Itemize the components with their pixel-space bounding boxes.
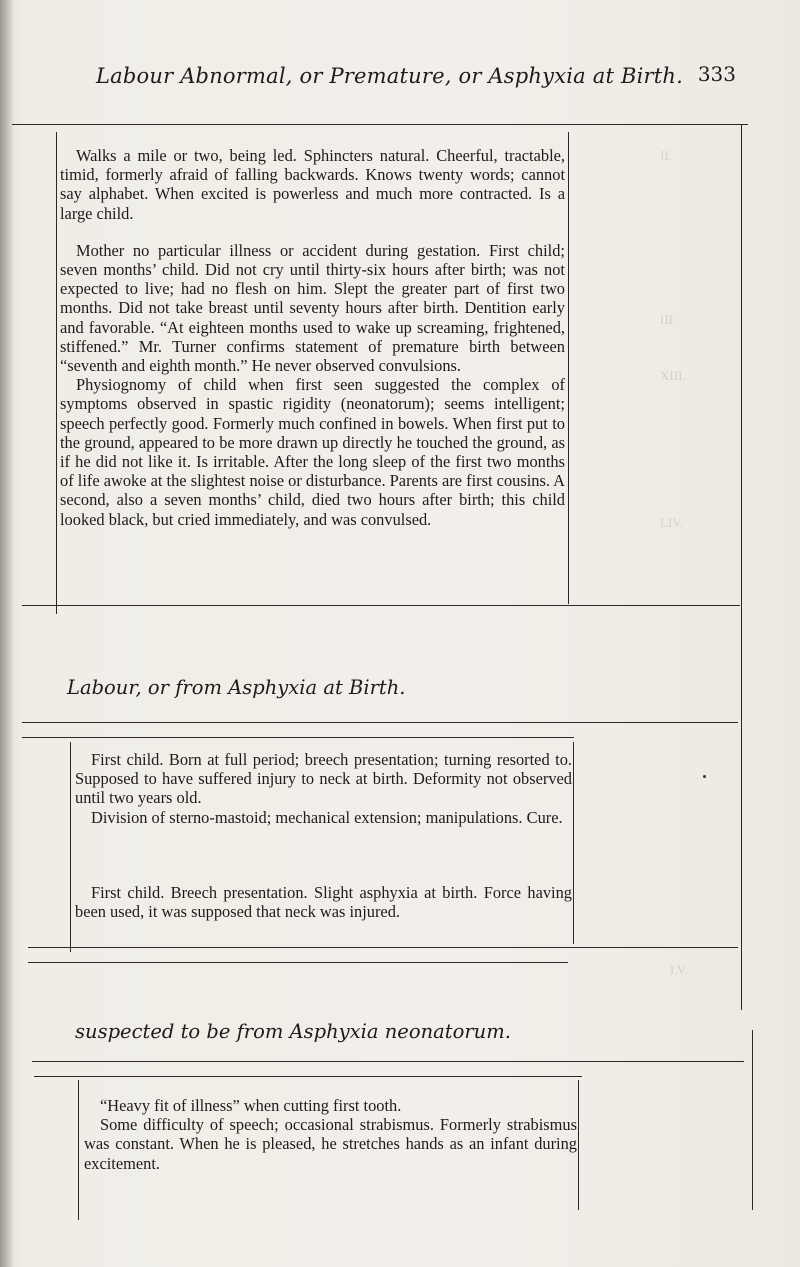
bleed-through: II.: [660, 148, 672, 163]
section-rule-inner: [28, 962, 568, 963]
section-rule: [32, 1061, 744, 1062]
case-paragraph: “Heavy fit of illness” when cutting first tooth.: [100, 1096, 402, 1115]
column-rule-right: [568, 132, 569, 604]
table-rule-right: [741, 124, 742, 1010]
case-paragraph: Some difficulty of speech; occasional strabismus. Formerly strabismus was constant. When he is pleased, he stretches hands as an infant during excitement.: [84, 1115, 577, 1173]
column-rule-left: [70, 742, 71, 952]
page-number: 333: [697, 62, 736, 86]
case-paragraph: First child. Born at full period; breech presentation; turning resorted to. Supposed to have suffered injury to neck at birth. Deformity not observed until two years old.: [75, 750, 572, 808]
column-rule-left: [56, 132, 57, 614]
section-rule: [22, 722, 738, 723]
running-title: Labour Abnormal, or Premature, or Asphyxia at Birth.: [96, 64, 684, 88]
section-rule: [28, 947, 738, 948]
case-paragraph: First child. Breech presentation. Slight asphyxia at birth. Force having been used, it was supposed that neck was injured.: [75, 882, 572, 922]
bleed-through: LIV.: [660, 515, 684, 530]
case-notes-block-1: [60, 146, 565, 529]
section-heading-asphyxia-neonatorum: suspected to be from Asphyxia neonatorum.: [75, 1020, 511, 1043]
column-rule-left: [78, 1080, 79, 1220]
table-rule-right: [752, 1030, 753, 1210]
section-rule-inner: [22, 737, 574, 738]
bleed-through: LV.: [670, 962, 688, 977]
case-paragraph: Walks a mile or two, being led. Sphincters natural. Cheerful, tractable, timid, formerly afraid of falling backwards. Knows twenty words; cannot say alphabet. When excited is powerless and much more contracted. Is a large child.: [60, 146, 565, 223]
ink-speck: [703, 775, 706, 778]
bleed-through: III.: [660, 312, 677, 327]
bleed-through: XIII.: [660, 368, 686, 383]
case-notes-block-2: [75, 750, 572, 921]
section-rule-inner: [34, 1076, 582, 1077]
column-rule-right: [573, 742, 574, 944]
section-heading-asphyxia-at-birth: Labour, or from Asphyxia at Birth.: [67, 676, 406, 699]
case-notes-block-3: [84, 1096, 577, 1173]
case-paragraph: Mother no particular illness or accident during gestation. First child; seven months’ child. Did not cry until thirty-six hours after birth; was not expected to live; had no flesh on him. Slept the greater part of first two months. Did not take breast until seventy hours after birth. Dentition early and favorable. “At eighteen months used to wake up screaming, frightened, stiffened.” Mr. Turner confirms statement of premature birth between “seventh and eighth month.” He never observed convulsions.: [60, 240, 565, 376]
table-rule-top: [12, 124, 748, 125]
section-rule: [22, 605, 740, 606]
column-rule-right: [578, 1080, 579, 1210]
gutter-shadow: [0, 0, 14, 1267]
case-paragraph: Physiognomy of child when first seen suggested the complex of symptoms observed in spastic rigidity (neonatorum); seems intelligent; speech perfectly good. Formerly much confined in bowels. When first put to the ground, appeared to be more drawn up directly he touched the ground, as if he did not like it. Is irritable. After the long sleep of the first two months of life awoke at the slightest noise or disturbance. Parents are first cousins. A second, also a seven months’ child, died two hours after birth; this child looked black, but cried immediately, and was convulsed.: [60, 375, 565, 529]
case-paragraph: Division of sterno-mastoid; mechanical extension; manipulations. Cure.: [91, 807, 563, 827]
running-head: [96, 62, 736, 102]
